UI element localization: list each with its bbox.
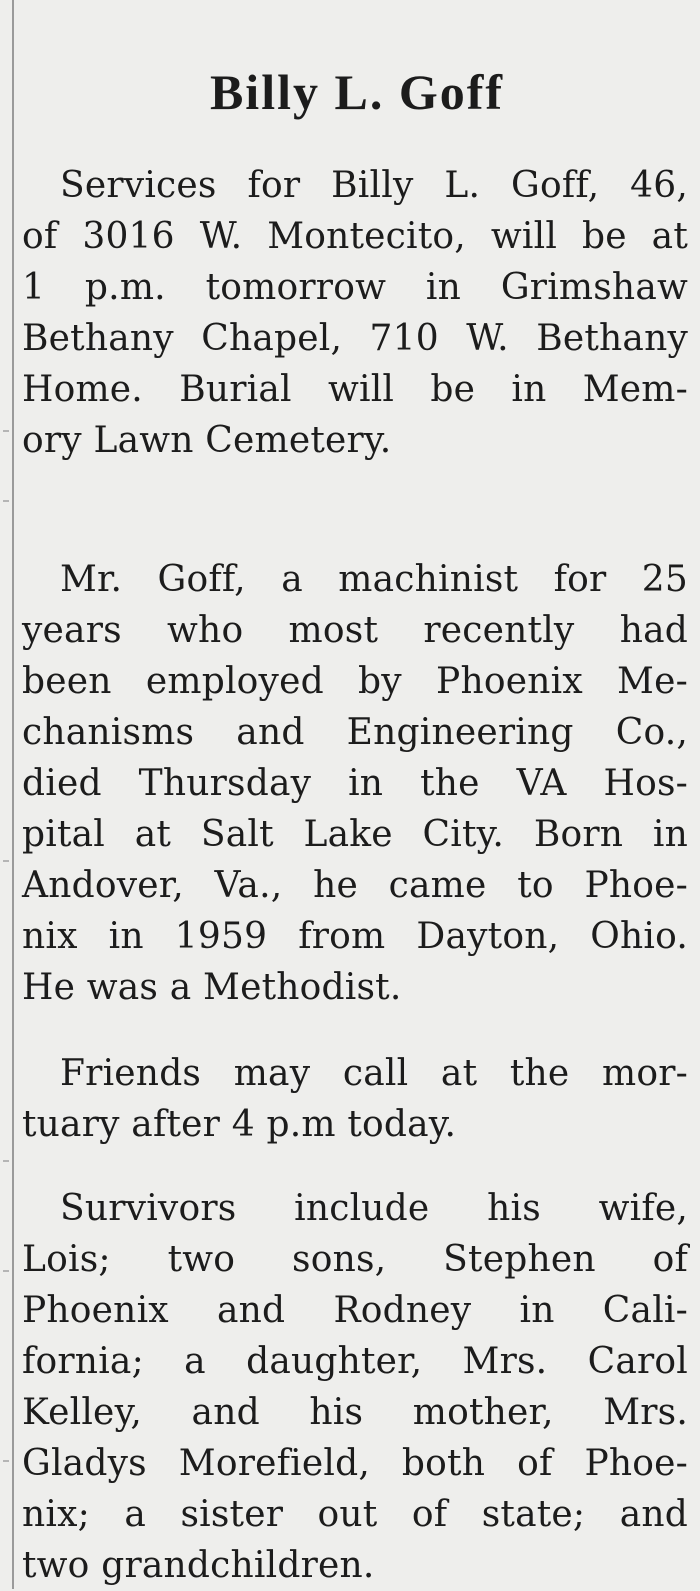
margin-mark <box>3 860 9 862</box>
text-line: Services for Billy L. Goff, 46, <box>60 165 688 206</box>
text-line: 1 p.m. tomorrow in Grimshaw <box>22 267 688 308</box>
text-line: died Thursday in the VA Hos- <box>22 763 688 804</box>
text-line: Mr. Goff, a machinist for 25 <box>60 559 688 600</box>
text-line: Lois; two sons, Stephen of <box>22 1239 688 1280</box>
text-line: Bethany Chapel, 710 W. Bethany <box>22 318 688 359</box>
text-line: Survivors include his wife, <box>60 1188 688 1229</box>
text-line: two grandchildren. <box>22 1545 375 1586</box>
text-line: Kelley, and his mother, Mrs. <box>22 1392 688 1433</box>
text-line: Andover, Va., he came to Phoe- <box>22 865 688 906</box>
text-line: chanisms and Engineering Co., <box>22 712 688 753</box>
paragraph-biography <box>22 554 688 1013</box>
paragraph-survivors <box>22 1183 688 1591</box>
text-line: nix; a sister out of state; and <box>22 1494 688 1535</box>
text-line: of 3016 W. Montecito, will be at <box>22 216 688 257</box>
paragraph-visitation <box>22 1048 688 1150</box>
text-line: Friends may call at the mor- <box>60 1053 688 1094</box>
margin-mark <box>3 1160 9 1162</box>
text-line: Phoenix and Rodney in Cali- <box>22 1290 688 1331</box>
margin-mark <box>3 1270 9 1272</box>
text-line: Home. Burial will be in Mem- <box>22 369 688 410</box>
text-line: nix in 1959 from Dayton, Ohio. <box>22 916 688 957</box>
column-rule <box>12 0 14 1589</box>
text-line: Gladys Morefield, both of Phoe- <box>22 1443 688 1484</box>
text-line: pital at Salt Lake City. Born in <box>22 814 688 855</box>
paragraph-services <box>22 160 688 466</box>
text-line: tuary after 4 p.m today. <box>22 1104 457 1145</box>
text-line: He was a Methodist. <box>22 967 402 1008</box>
margin-mark <box>3 1460 9 1462</box>
obituary-headline: Billy L. Goff <box>209 64 505 120</box>
text-line: years who most recently had <box>22 610 688 651</box>
margin-mark <box>3 430 9 432</box>
text-line: been employed by Phoenix Me- <box>22 661 688 702</box>
text-line: ory Lawn Cemetery. <box>22 420 392 461</box>
text-line: fornia; a daughter, Mrs. Carol <box>22 1341 688 1382</box>
margin-mark <box>3 500 9 502</box>
